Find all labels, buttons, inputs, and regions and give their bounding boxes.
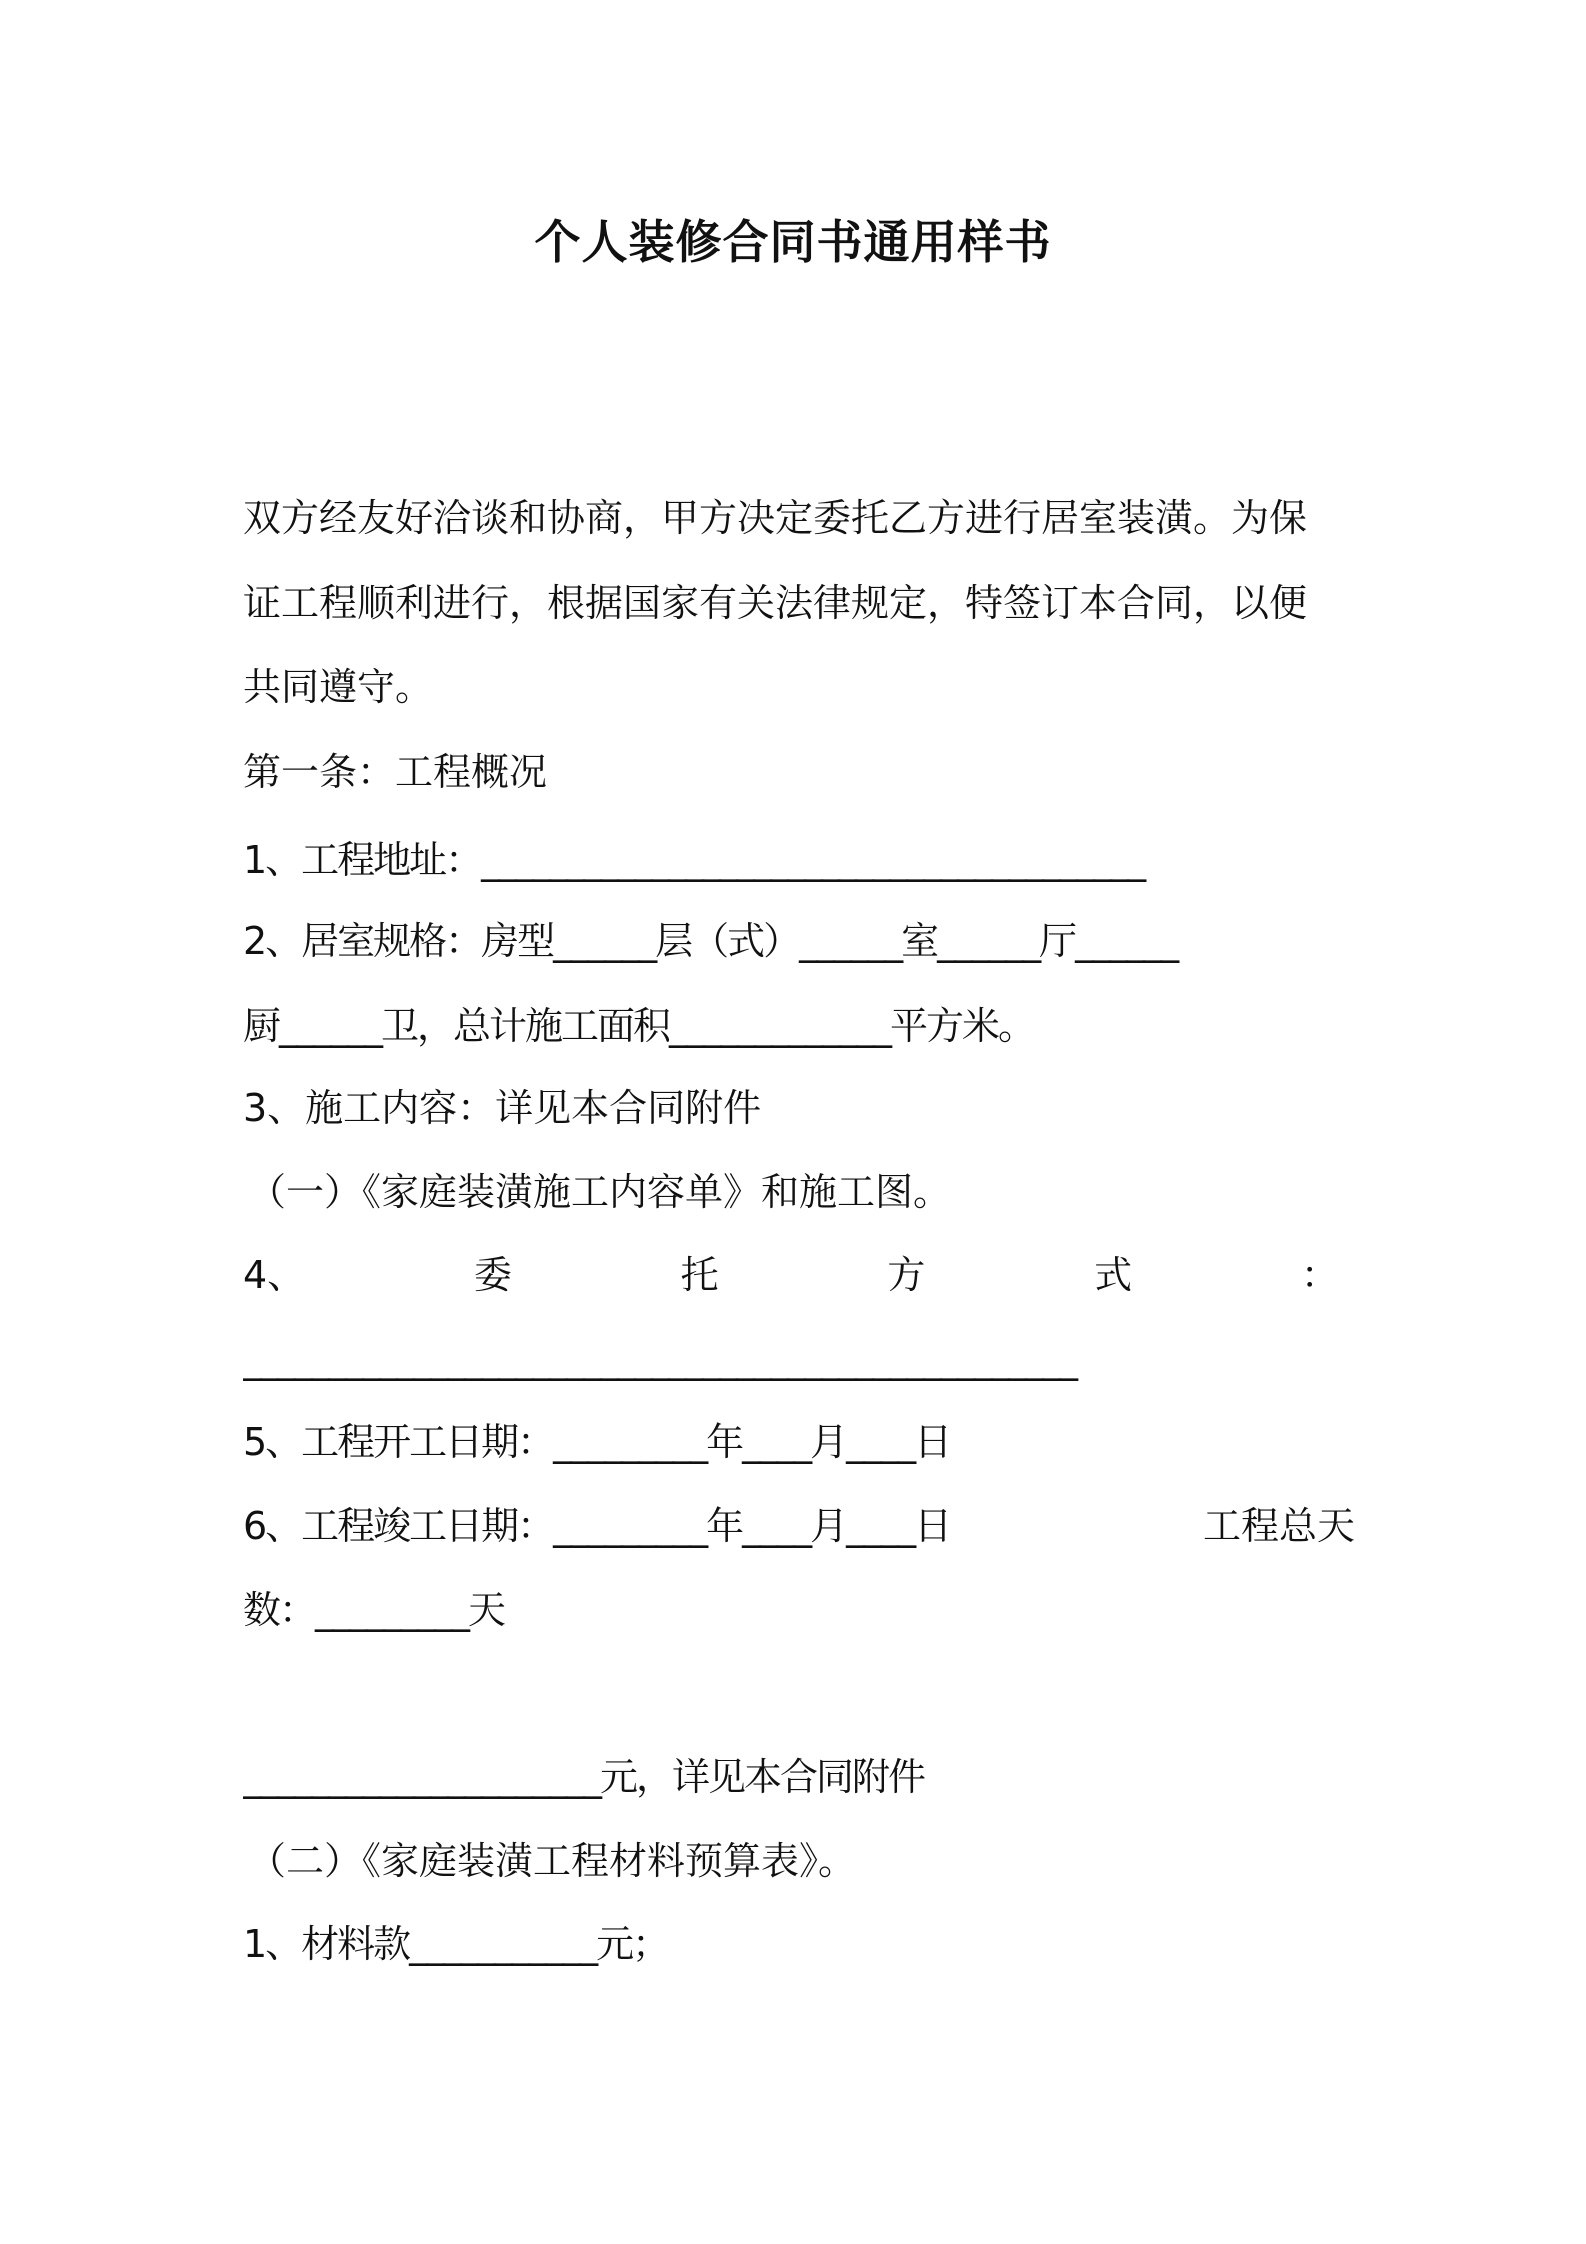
start-date-line: 5、工程开工日期：_________年____月____日	[243, 1420, 951, 1464]
entrust-line	[243, 1249, 1339, 1301]
entrust-char: 委	[473, 1253, 512, 1297]
end-date: 6、工程竣工日期：_________年____月____日	[243, 1504, 951, 1548]
total-days-line: 数：_________天	[243, 1588, 505, 1632]
total-days-label: 工程总天	[1202, 1504, 1355, 1548]
entrust-char: 式	[1094, 1253, 1133, 1297]
content-sub-line: （一）《家庭装潢施工内容单》和施工图。	[248, 1170, 952, 1214]
article2-sub: （二）《家庭装潢工程材料预算表》。	[248, 1839, 857, 1883]
entrust-char: 托	[680, 1253, 719, 1297]
document-title: 个人装修合同书通用样书	[534, 215, 1052, 269]
spec-line: 厨______卫，总计施工面积_____________平方米。	[243, 1004, 1035, 1048]
spec-line: 2、居室规格：房型______层（式）______室______厅______	[243, 919, 1178, 963]
price-line: _____________________元，详见本合同附件	[243, 1755, 925, 1799]
end-date-line	[243, 1500, 1355, 1552]
intro-line: 双方经友好洽谈和协商，甲方决定委托乙方进行居室装潢。为保	[243, 496, 1308, 540]
address-field: 1、工程地址：_______________________________________	[243, 838, 1145, 882]
entrust-char: 4、	[243, 1253, 306, 1297]
intro-line: 共同遵守。	[243, 665, 434, 709]
entrust-char: 方	[887, 1253, 926, 1297]
intro-line: 证工程顺利进行，根据国家有关法律规定，特签订本合同，以便	[243, 581, 1308, 625]
article1-heading: 第一条：工程概况	[243, 750, 548, 794]
material-line: 1、材料款___________元；	[243, 1922, 669, 1966]
entrust-blank: _________________________________________________	[243, 1337, 1076, 1381]
entrust-char: ：	[1300, 1253, 1339, 1297]
content-line: 3、施工内容：详见本合同附件	[243, 1086, 762, 1130]
